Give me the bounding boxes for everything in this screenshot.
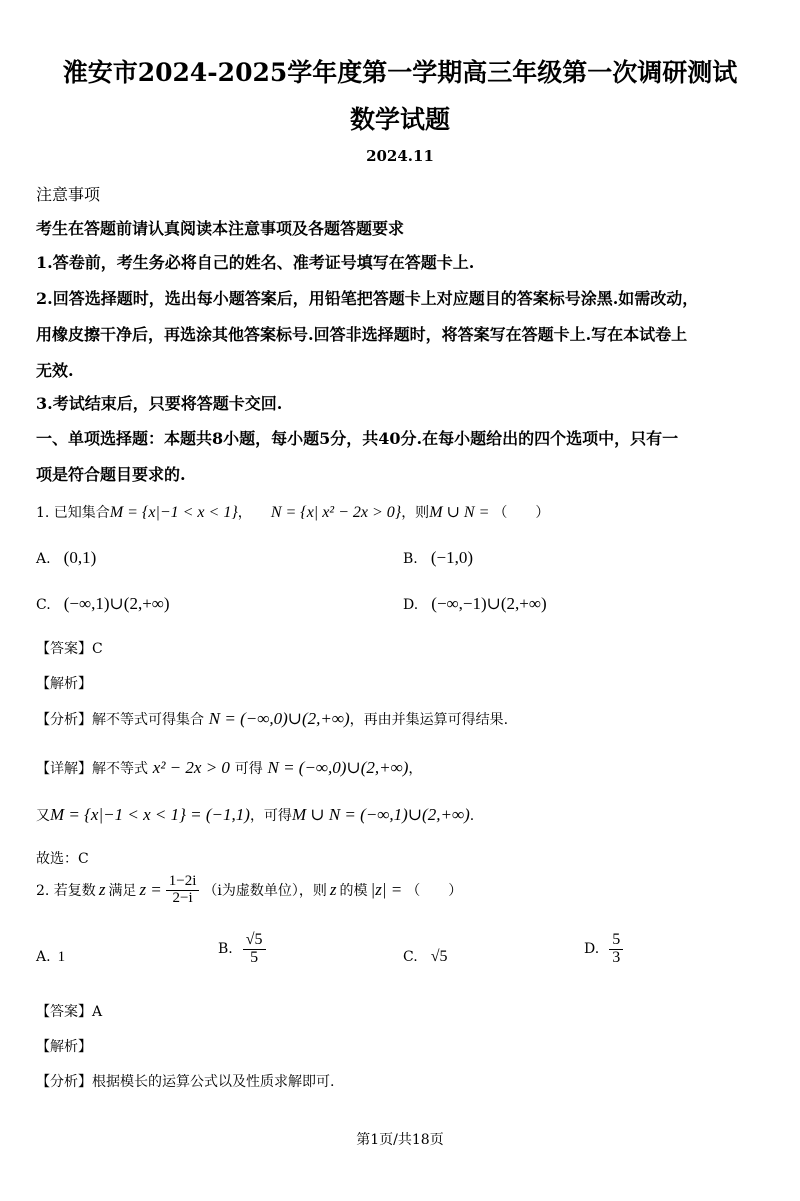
q2-option-d-numerator: 5 bbox=[609, 932, 623, 950]
q2-note: （i为虚数单位），则 bbox=[203, 883, 327, 900]
q1-detail-line-2 bbox=[36, 805, 474, 825]
q2-option-b bbox=[218, 932, 266, 967]
q1-detail-ineq: x² − 2x > 0 bbox=[152, 758, 230, 777]
q2-analysis-label: 【解析】 bbox=[36, 1039, 92, 1055]
q2-option-c-label: C. bbox=[403, 949, 418, 965]
q2-fraction bbox=[166, 874, 200, 907]
q1-ask-pre: ，则 bbox=[401, 505, 430, 521]
q1-option-a-label: A. bbox=[36, 551, 51, 567]
q2-z-2: z bbox=[329, 880, 337, 900]
question-1-stem bbox=[36, 502, 549, 522]
q1-line2-mid: ，可得 bbox=[249, 808, 292, 824]
q2-blank: （ ） bbox=[406, 883, 463, 900]
notice-item-2-line-3: 无效. bbox=[36, 361, 74, 380]
q1-set-m: M = {x|−1 < x < 1} bbox=[109, 504, 238, 521]
q1-detail-pre: 解不等式 bbox=[92, 761, 148, 777]
q2-fenxi: 【分析】根据模长的运算公式以及性质求解即可. bbox=[36, 1074, 335, 1090]
q2-option-b-numerator: √5 bbox=[243, 932, 266, 950]
q2-satisfy: 满足 bbox=[108, 883, 137, 900]
q1-option-d bbox=[403, 594, 547, 614]
q2-option-d-denominator: 3 bbox=[612, 948, 621, 966]
q1-detail-mid: 可得 bbox=[234, 761, 263, 777]
question-2-stem bbox=[36, 874, 462, 907]
notice-item-3: 3.考试结束后，只要将答题卡交回. bbox=[36, 394, 283, 413]
q1-line2-m: M = {x|−1 < x < 1} = (−1,1) bbox=[50, 805, 250, 824]
page-subtitle: 数学试题 bbox=[349, 105, 450, 134]
q1-answer: 【答案】C bbox=[36, 641, 103, 657]
q2-option-d bbox=[584, 932, 623, 967]
q1-fenxi bbox=[36, 709, 508, 729]
page-footer: 第1页/共18页 bbox=[356, 1132, 444, 1148]
q1-detail-expr: N = (−∞,0)∪(2,+∞) bbox=[267, 758, 409, 777]
section-heading-line-2: 项是符合题目要求的. bbox=[36, 465, 186, 484]
q2-option-a bbox=[36, 946, 65, 966]
q1-option-b-label: B. bbox=[403, 551, 418, 567]
q2-option-c-value: √5 bbox=[430, 948, 448, 965]
page-title: 淮安市2024-2025学年度第一学期高三年级第一次调研测试 bbox=[62, 58, 738, 87]
q2-option-b-label: B. bbox=[218, 941, 233, 958]
q2-option-a-label: A. bbox=[36, 949, 51, 965]
q1-ask-expr: M ∪ N = bbox=[429, 504, 490, 521]
q1-set-n: N = {x| x² − 2x > 0} bbox=[270, 504, 402, 521]
q1-option-c-value: (−∞,1)∪(2,+∞) bbox=[63, 594, 170, 613]
q2-mod-of: 的模 bbox=[339, 883, 368, 900]
q1-fenxi-label: 【分析】 bbox=[36, 712, 92, 728]
q1-line2-pre: 又 bbox=[36, 808, 50, 824]
notice-item-1: 1.答卷前，考生务必将自己的姓名、准考证号填写在答题卡上. bbox=[36, 253, 475, 272]
q1-line2-union: M ∪ N = (−∞,1)∪(2,+∞) bbox=[291, 805, 470, 824]
q1-fenxi-expr: N = (−∞,0)∪(2,+∞) bbox=[208, 709, 350, 728]
q1-sep: ， bbox=[237, 505, 252, 521]
exam-date: 2024.11 bbox=[366, 147, 434, 165]
q2-option-a-value: 1 bbox=[57, 949, 66, 965]
q2-answer: 【答案】A bbox=[36, 1004, 103, 1020]
q2-z: z bbox=[98, 880, 106, 900]
notice-intro: 考生在答题前请认真阅读本注意事项及各题答题要求 bbox=[36, 219, 405, 238]
q1-option-c-label: C. bbox=[36, 597, 51, 613]
q1-option-d-value: (−∞,−1)∪(2,+∞) bbox=[431, 594, 547, 613]
notice-item-2-line-2: 用橡皮擦干净后，再选涂其他答案标号.回答非选择题时，将答案写在答题卡上.写在本试卷上 bbox=[36, 325, 688, 344]
q1-option-b bbox=[403, 548, 473, 568]
q1-analysis-label: 【解析】 bbox=[36, 676, 92, 692]
q1-option-a-value: (0,1) bbox=[63, 548, 97, 567]
q1-detail-label: 【详解】 bbox=[36, 761, 92, 777]
q2-option-c bbox=[403, 946, 448, 966]
q1-detail bbox=[36, 758, 422, 778]
q1-line2-end: . bbox=[469, 808, 475, 824]
q2-z-eq: z = bbox=[139, 880, 162, 900]
q1-blank: （ ） bbox=[493, 505, 550, 521]
q1-fenxi-post: ，再由并集运算可得结果. bbox=[349, 712, 509, 728]
q2-option-b-denominator: 5 bbox=[250, 948, 259, 966]
q1-option-c bbox=[36, 594, 170, 614]
q1-fenxi-pre: 解不等式可得集合 bbox=[92, 712, 204, 728]
q2-option-b-fraction bbox=[243, 932, 266, 967]
q1-detail-end: ， bbox=[408, 761, 423, 777]
q2-fraction-denominator: 2−i bbox=[172, 889, 193, 906]
q2-option-d-fraction bbox=[609, 932, 623, 967]
section-heading-line-1: 一、单项选择题：本题共8小题，每小题5分，共40分.在每小题给出的四个选项中，只有一 bbox=[36, 429, 679, 448]
q1-prefix: 1. 已知集合 bbox=[36, 505, 110, 521]
q2-option-d-label: D. bbox=[584, 941, 600, 958]
q2-fraction-numerator: 1−2i bbox=[166, 874, 200, 891]
q2-mod-expr: |z| = bbox=[370, 880, 403, 900]
q1-option-d-label: D. bbox=[403, 597, 419, 613]
q1-option-b-value: (−1,0) bbox=[430, 548, 474, 567]
q1-option-a bbox=[36, 548, 96, 568]
q2-prefix: 2. 若复数 bbox=[36, 883, 96, 900]
notice-heading: 注意事项 bbox=[36, 185, 101, 204]
notice-item-2-line-1: 2.回答选择题时，选出每小题答案后，用铅笔把答题卡上对应题目的答案标号涂黑.如需改动， bbox=[36, 289, 699, 308]
q1-conclusion: 故选：C bbox=[36, 851, 89, 867]
